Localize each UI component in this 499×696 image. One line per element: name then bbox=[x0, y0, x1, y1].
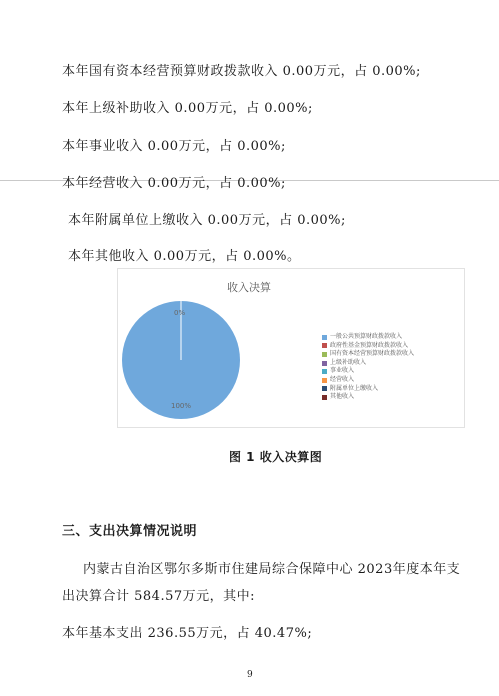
legend-swatch bbox=[322, 369, 327, 374]
legend-swatch bbox=[322, 378, 327, 383]
legend-swatch bbox=[322, 386, 327, 391]
body-line-2: 出决算合计 584.57万元，其中: bbox=[62, 589, 255, 604]
paragraph-business-income: 本年事业收入 0.00万元，占 0.00%; bbox=[62, 139, 286, 154]
legend-item bbox=[322, 376, 414, 385]
legend-label: 附属单位上缴收入 bbox=[330, 384, 379, 392]
legend-item bbox=[322, 367, 414, 376]
legend-label: 经营收入 bbox=[330, 375, 355, 383]
legend-item bbox=[322, 333, 414, 342]
chart-legend bbox=[322, 333, 414, 402]
legend-swatch bbox=[322, 352, 327, 357]
legend-label: 其他收入 bbox=[330, 393, 355, 401]
section-heading: 三、支出决算情况说明 bbox=[62, 524, 198, 539]
pie-label-hundred: 100% bbox=[171, 402, 192, 410]
figure-caption: 图 1 收入决算图 bbox=[229, 450, 323, 464]
legend-label: 政府性基金预算财政拨款收入 bbox=[330, 341, 409, 349]
page-number: 9 bbox=[247, 670, 253, 680]
pie-label-zero: 0% bbox=[174, 309, 186, 317]
legend-label: 上级补助收入 bbox=[330, 358, 367, 366]
legend-swatch bbox=[322, 361, 327, 366]
legend-label: 事业收入 bbox=[330, 367, 355, 375]
paragraph-operating-income: 本年经营收入 0.00万元，占 0.00%; bbox=[62, 176, 286, 191]
body-line-1: 内蒙古自治区鄂尔多斯市住建局综合保障中心 2023年度本年支 bbox=[83, 562, 461, 577]
legend-label: 一般公共预算财政拨款收入 bbox=[330, 333, 403, 340]
legend-item bbox=[322, 342, 414, 351]
chart-title: 收入决算 bbox=[227, 281, 271, 294]
paragraph-affiliated-unit-income: 本年附属单位上缴收入 0.00万元，占 0.00%; bbox=[68, 213, 346, 228]
legend-item bbox=[322, 393, 414, 402]
legend-swatch bbox=[322, 395, 327, 400]
legend-swatch bbox=[322, 335, 327, 340]
legend-item bbox=[322, 385, 414, 394]
body-line-3: 本年基本支出 236.55万元，占 40.47%; bbox=[62, 626, 313, 641]
paragraph-superior-subsidy-income: 本年上级补助收入 0.00万元，占 0.00%; bbox=[62, 101, 313, 116]
legend-item bbox=[322, 350, 414, 359]
legend-label: 国有资本经营预算财政拨款收入 bbox=[330, 350, 415, 358]
legend-swatch bbox=[322, 343, 327, 348]
paragraph-state-capital-income: 本年国有资本经营预算财政拨款收入 0.00万元，占 0.00%; bbox=[62, 64, 421, 79]
paragraph-other-income: 本年其他收入 0.00万元，占 0.00%。 bbox=[68, 249, 301, 264]
